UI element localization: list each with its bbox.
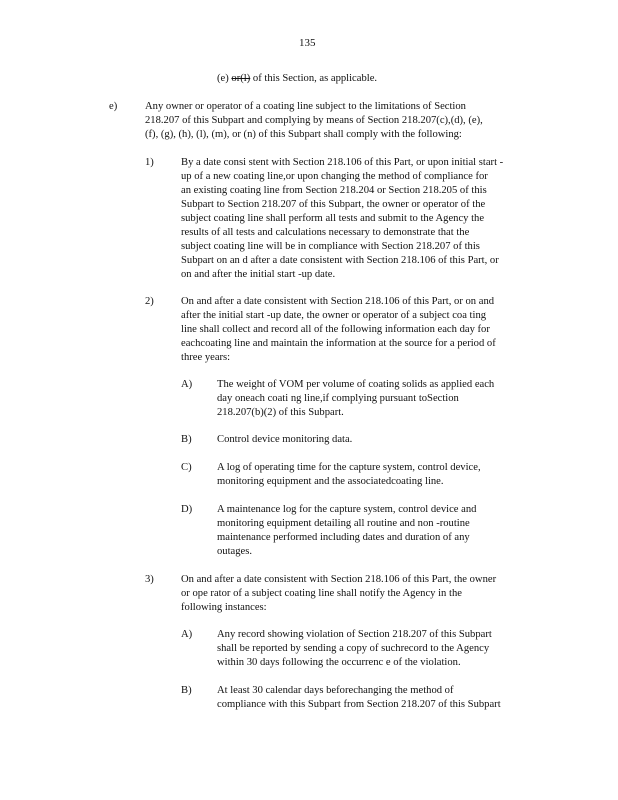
subitem-label-3a: A)	[181, 629, 193, 640]
text-line: line shall collect and record all of the following information each day for	[181, 324, 490, 335]
subitem-2d-paragraph	[217, 503, 476, 559]
text-line: Subpart to Section 218.207 of this Subpart, the owner or operator of the	[181, 199, 486, 210]
subitem-2b-paragraph	[217, 433, 352, 447]
item-2-paragraph	[181, 295, 496, 365]
text-line: maintenance performed including dates and duration of any	[217, 532, 470, 543]
subitem-label-2d: D)	[181, 504, 193, 515]
section-label-e: e)	[109, 101, 118, 112]
text-line: or ope rator of a subject coating line shall notify the Agency in the	[181, 588, 462, 599]
text-line: eachcoating line and maintain the information at the source for a period of	[181, 338, 496, 349]
subitem-3b-paragraph	[217, 684, 501, 712]
text-line: on and after the initial start -up date.	[181, 269, 336, 280]
text-line: after the initial start -up date, the owner or operator of a subject coa ting	[181, 310, 487, 321]
struck-text: or(l)	[231, 73, 251, 84]
item-label-2: 2)	[145, 296, 154, 307]
text-line: subject coating line shall perform all tests and submit to the Agency the	[181, 213, 485, 224]
text-line: 218.207(b)(2) of this Subpart.	[217, 407, 344, 418]
text-line: Any record showing violation of Section 218.207 of this Subpart	[217, 629, 492, 640]
top-line-rest: of this Section, as applicable.	[252, 73, 378, 84]
subitem-label-2b: B)	[181, 434, 192, 445]
top-line	[217, 72, 377, 86]
text-line: outages.	[217, 546, 253, 557]
text-line: Subpart on an d after a date consistent with Section 218.106 of this Part, or	[181, 255, 499, 266]
subitem-label-2c: C)	[181, 462, 192, 473]
text-line: three years:	[181, 352, 231, 363]
item-1-paragraph	[181, 156, 503, 282]
text-line: At least 30 calendar days beforechanging the method of	[217, 685, 454, 696]
text-line: monitoring equipment and the associatedcoating line.	[217, 476, 444, 487]
subitem-label-2a: A)	[181, 379, 193, 390]
text-line: Control device monitoring data.	[217, 434, 353, 445]
text-line: (f), (g), (h), (l), (m), or (n) of this Subpart shall comply with the following:	[145, 129, 462, 140]
text-line: Any owner or operator of a coating line subject to the limitations of Section	[145, 101, 466, 112]
text-line: results of all tests and calculations necessary to demonstrate that the	[181, 227, 470, 238]
text-line: following instances:	[181, 602, 267, 613]
subitem-2a-paragraph	[217, 378, 494, 420]
text-line: an existing coating line from Section 218.204 or Section 218.205 of this	[181, 185, 487, 196]
item-label-3: 3)	[145, 574, 154, 585]
page-number: 135	[299, 37, 316, 49]
text-line: up of a new coating line,or upon changing the method of compliance for	[181, 171, 488, 182]
item-3-paragraph	[181, 573, 496, 615]
text-line: subject coating line will be in compliance with Section 218.207 of this	[181, 241, 480, 252]
subitem-2c-paragraph	[217, 461, 481, 489]
text-line: A maintenance log for the capture system, control device and	[217, 504, 477, 515]
section-e-paragraph	[145, 100, 483, 142]
top-line-prefix: (e)	[217, 73, 229, 84]
text-line: 218.207 of this Subpart and complying by means of Section 218.207(c),(d), (e),	[145, 115, 483, 126]
text-line: On and after a date consistent with Section 218.106 of this Part, or on and	[181, 296, 495, 307]
text-line: monitoring equipment detailing all routine and non -routine	[217, 518, 470, 529]
text-line: A log of operating time for the capture system, control device,	[217, 462, 481, 473]
text-line: day oneach coati ng line,if complying pursuant toSection	[217, 393, 459, 404]
text-line: compliance with this Subpart from Section 218.207 of this Subpart	[217, 699, 501, 710]
item-label-1: 1)	[145, 157, 154, 168]
text-line: The weight of VOM per volume of coating solids as applied each	[217, 379, 495, 390]
subitem-label-3b: B)	[181, 685, 192, 696]
text-line: shall be reported by sending a copy of suchrecord to the Agency	[217, 643, 490, 654]
text-line: within 30 days following the occurrenc e of the violation.	[217, 657, 461, 668]
text-line: On and after a date consistent with Section 218.106 of this Part, the owner	[181, 574, 497, 585]
text-line: By a date consi stent with Section 218.106 of this Part, or upon initial start -	[181, 157, 504, 168]
subitem-3a-paragraph	[217, 628, 492, 670]
